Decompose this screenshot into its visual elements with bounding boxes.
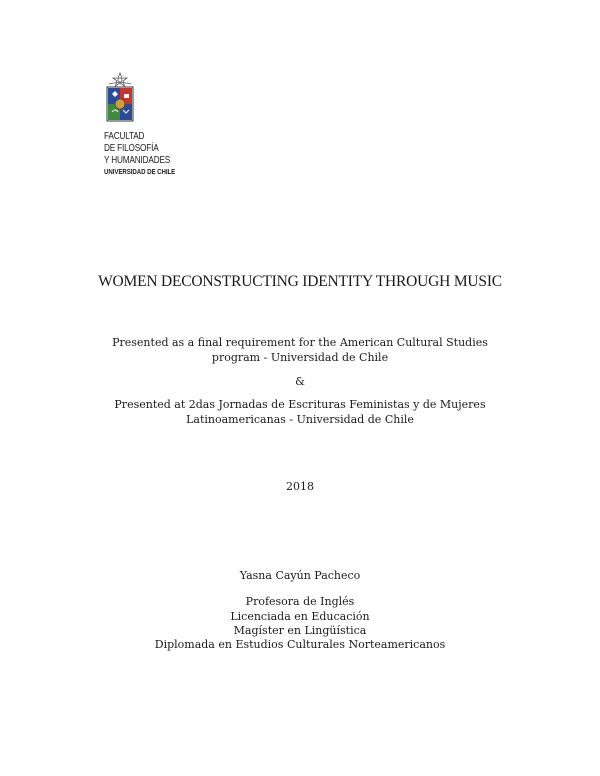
credential: Magíster en Lingüística: [233, 624, 367, 637]
presented-line-4: Latinoamericanas - Universidad de Chile: [186, 413, 414, 426]
author-name: Yasna Cayún Pacheco: [239, 569, 361, 582]
institution-line-philosophy: DE FILOSOFÍA: [104, 143, 159, 154]
ampersand: &: [295, 375, 305, 388]
credential: Licenciada en Educación: [230, 610, 370, 623]
university-crest-icon: [104, 72, 136, 124]
document-title: WOMEN DECONSTRUCTING IDENTITY THROUGH MUSIC: [98, 273, 502, 290]
credential: Profesora de Inglés: [245, 595, 355, 608]
presented-line-2: program - Universidad de Chile: [211, 351, 389, 364]
institution-line-university: UNIVERSIDAD DE CHILE: [104, 167, 176, 176]
institution-line-faculty: FACULTAD: [104, 131, 145, 142]
credential: Diplomada en Estudios Culturales Norteamericanos: [154, 638, 446, 651]
presented-line-1: Presented as a final requirement for the American Cultural Studies: [112, 336, 488, 349]
presented-line-3: Presented at 2das Jornadas de Escrituras Feministas y de Mujeres: [114, 398, 486, 411]
institution-line-humanities: Y HUMANIDADES: [104, 155, 171, 166]
institution-logo: [104, 72, 224, 177]
year: 2018: [286, 480, 314, 493]
